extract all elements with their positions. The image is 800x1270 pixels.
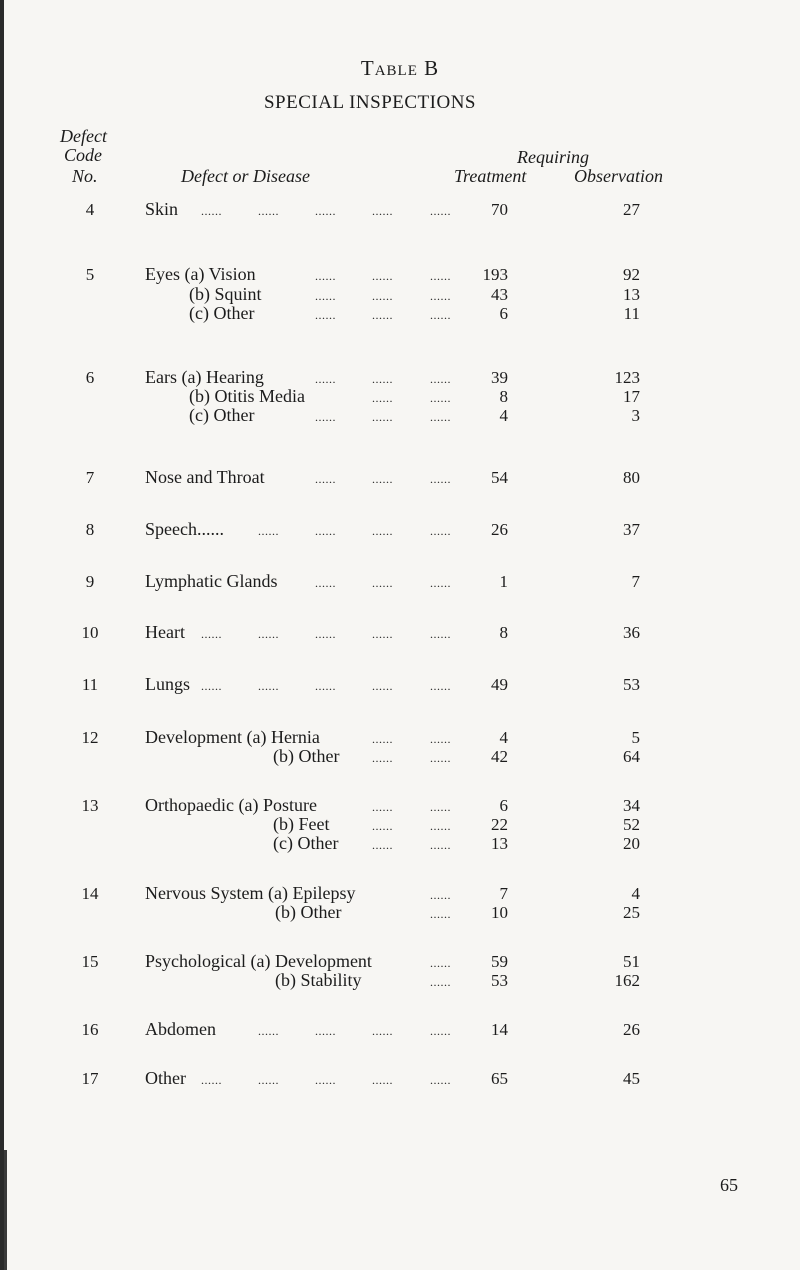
- row-observation-value: 37: [623, 520, 640, 539]
- leader-dots: ......: [372, 410, 393, 424]
- row-treatment-value: 49: [491, 675, 508, 694]
- leader-dots: ......: [372, 1073, 393, 1087]
- row-observation-value: 27: [623, 200, 640, 219]
- row-treatment-value: 10: [491, 903, 508, 922]
- header-treatment: Treatment: [454, 166, 527, 186]
- leader-dots: ......: [372, 751, 393, 765]
- row-observation-value: 64: [623, 747, 640, 766]
- row-observation-value: 92: [623, 265, 640, 284]
- leader-dots: ......: [258, 1073, 279, 1087]
- header-code-line1: Defect: [60, 126, 107, 146]
- leader-dots: ......: [430, 269, 451, 283]
- row-treatment-value: 193: [482, 265, 508, 284]
- table-label: Table B: [360, 56, 440, 80]
- leader-dots: ......: [372, 391, 393, 405]
- row-observation-value: 45: [623, 1069, 640, 1088]
- leader-dots: ......: [372, 576, 393, 590]
- leader-dots: ......: [315, 204, 336, 218]
- page-edge-shadow-lower: [4, 1150, 7, 1270]
- leader-dots: ......: [258, 524, 279, 538]
- leader-dots: ......: [258, 679, 279, 693]
- row-treatment-value: 6: [499, 796, 508, 815]
- leader-dots: ......: [372, 819, 393, 833]
- row-treatment-value: 14: [491, 1020, 508, 1039]
- leader-dots: ......: [430, 751, 451, 765]
- row-observation-value: 34: [623, 796, 640, 815]
- leader-dots: ......: [315, 679, 336, 693]
- leader-dots: ......: [315, 627, 336, 641]
- row-treatment-value: 70: [491, 200, 508, 219]
- row-treatment-value: 59: [491, 952, 508, 971]
- leader-dots: ......: [315, 410, 336, 424]
- header-code-line2: Code: [64, 145, 102, 165]
- row-label: Heart: [145, 622, 185, 642]
- leader-dots: ......: [430, 576, 451, 590]
- row-label: (b) Otitis Media: [189, 386, 305, 406]
- header-code-line3: No.: [72, 166, 98, 186]
- leader-dots: ......: [430, 308, 451, 322]
- row-label: Psychological (a) Development: [145, 951, 372, 971]
- leader-dots: ......: [258, 1024, 279, 1038]
- row-observation-value: 36: [623, 623, 640, 642]
- row-label: Lymphatic Glands: [145, 571, 278, 591]
- row-code: 11: [81, 675, 99, 694]
- row-treatment-value: 39: [491, 368, 508, 387]
- leader-dots: ......: [258, 204, 279, 218]
- leader-dots: ......: [372, 308, 393, 322]
- row-observation-value: 52: [623, 815, 640, 834]
- leader-dots: ......: [372, 472, 393, 486]
- leader-dots: ......: [201, 1073, 222, 1087]
- leader-dots: ......: [201, 627, 222, 641]
- leader-dots: ......: [430, 956, 451, 970]
- row-observation-value: 7: [631, 572, 640, 591]
- row-label: Skin: [145, 199, 179, 219]
- leader-dots: ......: [201, 679, 222, 693]
- row-code: 15: [81, 952, 99, 971]
- row-code: 7: [85, 468, 95, 487]
- row-treatment-value: 8: [499, 387, 508, 406]
- row-observation-value: 5: [631, 728, 640, 747]
- row-code: 10: [81, 623, 99, 642]
- leader-dots: ......: [430, 800, 451, 814]
- row-treatment-value: 65: [491, 1069, 508, 1088]
- header-requiring: Requiring: [517, 147, 589, 167]
- row-observation-value: 53: [623, 675, 640, 694]
- leader-dots: ......: [430, 204, 451, 218]
- leader-dots: ......: [430, 732, 451, 746]
- leader-dots: ......: [201, 204, 222, 218]
- row-treatment-value: 1: [499, 572, 508, 591]
- row-label: Ears (a) Hearing: [145, 367, 264, 387]
- leader-dots: ......: [372, 679, 393, 693]
- leader-dots: ......: [372, 838, 393, 852]
- row-code: 14: [81, 884, 99, 903]
- leader-dots: ......: [430, 819, 451, 833]
- row-observation-value: 123: [614, 368, 640, 387]
- row-observation-value: 51: [623, 952, 640, 971]
- row-label: (b) Feet: [273, 814, 330, 834]
- leader-dots: ......: [430, 679, 451, 693]
- leader-dots: ......: [430, 410, 451, 424]
- row-treatment-value: 22: [491, 815, 508, 834]
- leader-dots: ......: [315, 576, 336, 590]
- leader-dots: ......: [430, 372, 451, 386]
- row-treatment-value: 4: [499, 406, 508, 425]
- leader-dots: ......: [430, 838, 451, 852]
- row-label: Speech......: [145, 519, 224, 539]
- row-code: 5: [85, 265, 95, 284]
- leader-dots: ......: [430, 1073, 451, 1087]
- row-observation-value: 162: [614, 971, 640, 990]
- page-number: 65: [720, 1175, 738, 1195]
- row-observation-value: 20: [623, 834, 640, 853]
- row-treatment-value: 13: [491, 834, 508, 853]
- row-treatment-value: 4: [499, 728, 508, 747]
- row-label: Development (a) Hernia: [145, 727, 320, 747]
- row-observation-value: 3: [631, 406, 640, 425]
- header-defect-or-disease: Defect or Disease: [181, 166, 310, 186]
- row-code: 16: [81, 1020, 99, 1039]
- row-treatment-value: 6: [499, 304, 508, 323]
- leader-dots: ......: [372, 289, 393, 303]
- row-treatment-value: 54: [491, 468, 508, 487]
- row-label: Orthopaedic (a) Posture: [145, 795, 317, 815]
- row-code: 8: [85, 520, 95, 539]
- leader-dots: ......: [372, 524, 393, 538]
- leader-dots: ......: [372, 372, 393, 386]
- row-observation-value: 26: [623, 1020, 640, 1039]
- row-code: 6: [85, 368, 95, 387]
- row-observation-value: 17: [623, 387, 640, 406]
- leader-dots: ......: [315, 524, 336, 538]
- row-treatment-value: 26: [491, 520, 508, 539]
- leader-dots: ......: [315, 1073, 336, 1087]
- row-treatment-value: 43: [491, 285, 508, 304]
- leader-dots: ......: [315, 289, 336, 303]
- leader-dots: ......: [430, 1024, 451, 1038]
- page-edge-shadow: [0, 0, 4, 1270]
- row-observation-value: 11: [623, 304, 640, 323]
- leader-dots: ......: [372, 627, 393, 641]
- row-observation-value: 13: [623, 285, 640, 304]
- leader-dots: ......: [315, 472, 336, 486]
- row-treatment-value: 7: [499, 884, 508, 903]
- row-code: 17: [81, 1069, 99, 1088]
- leader-dots: ......: [430, 391, 451, 405]
- table-title: SPECIAL INSPECTIONS: [263, 92, 476, 113]
- leader-dots: ......: [372, 269, 393, 283]
- leader-dots: ......: [430, 888, 451, 902]
- row-label: Lungs: [145, 674, 190, 694]
- leader-dots: ......: [372, 1024, 393, 1038]
- leader-dots: ......: [258, 627, 279, 641]
- row-label: (c) Other: [273, 833, 339, 853]
- leader-dots: ......: [315, 308, 336, 322]
- row-label: Abdomen: [145, 1019, 216, 1039]
- leader-dots: ......: [430, 627, 451, 641]
- row-label: (b) Stability: [275, 970, 362, 990]
- row-label: (b) Other: [273, 746, 340, 766]
- row-code: 13: [81, 796, 99, 815]
- row-label: (c) Other: [189, 405, 255, 425]
- row-label: (b) Other: [275, 902, 342, 922]
- row-treatment-value: 42: [491, 747, 508, 766]
- leader-dots: ......: [430, 975, 451, 989]
- row-code: 12: [81, 728, 99, 747]
- row-label: Other: [145, 1068, 186, 1088]
- leader-dots: ......: [372, 800, 393, 814]
- leader-dots: ......: [372, 732, 393, 746]
- row-observation-value: 25: [623, 903, 640, 922]
- row-label: Nose and Throat: [145, 467, 265, 487]
- leader-dots: ......: [430, 289, 451, 303]
- row-observation-value: 80: [623, 468, 640, 487]
- leader-dots: ......: [315, 269, 336, 283]
- header-observation: Observation: [574, 166, 663, 186]
- row-label: (c) Other: [189, 303, 255, 323]
- row-treatment-value: 53: [491, 971, 508, 990]
- leader-dots: ......: [430, 472, 451, 486]
- row-observation-value: 4: [631, 884, 640, 903]
- row-label: Eyes (a) Vision: [145, 264, 256, 284]
- leader-dots: ......: [315, 1024, 336, 1038]
- row-code: 4: [85, 200, 95, 219]
- row-label: (b) Squint: [189, 284, 262, 304]
- leader-dots: ......: [372, 204, 393, 218]
- leader-dots: ......: [430, 524, 451, 538]
- row-treatment-value: 8: [499, 623, 508, 642]
- row-code: 9: [85, 572, 95, 591]
- leader-dots: ......: [430, 907, 451, 921]
- leader-dots: ......: [315, 372, 336, 386]
- row-label: Nervous System (a) Epilepsy: [145, 883, 356, 903]
